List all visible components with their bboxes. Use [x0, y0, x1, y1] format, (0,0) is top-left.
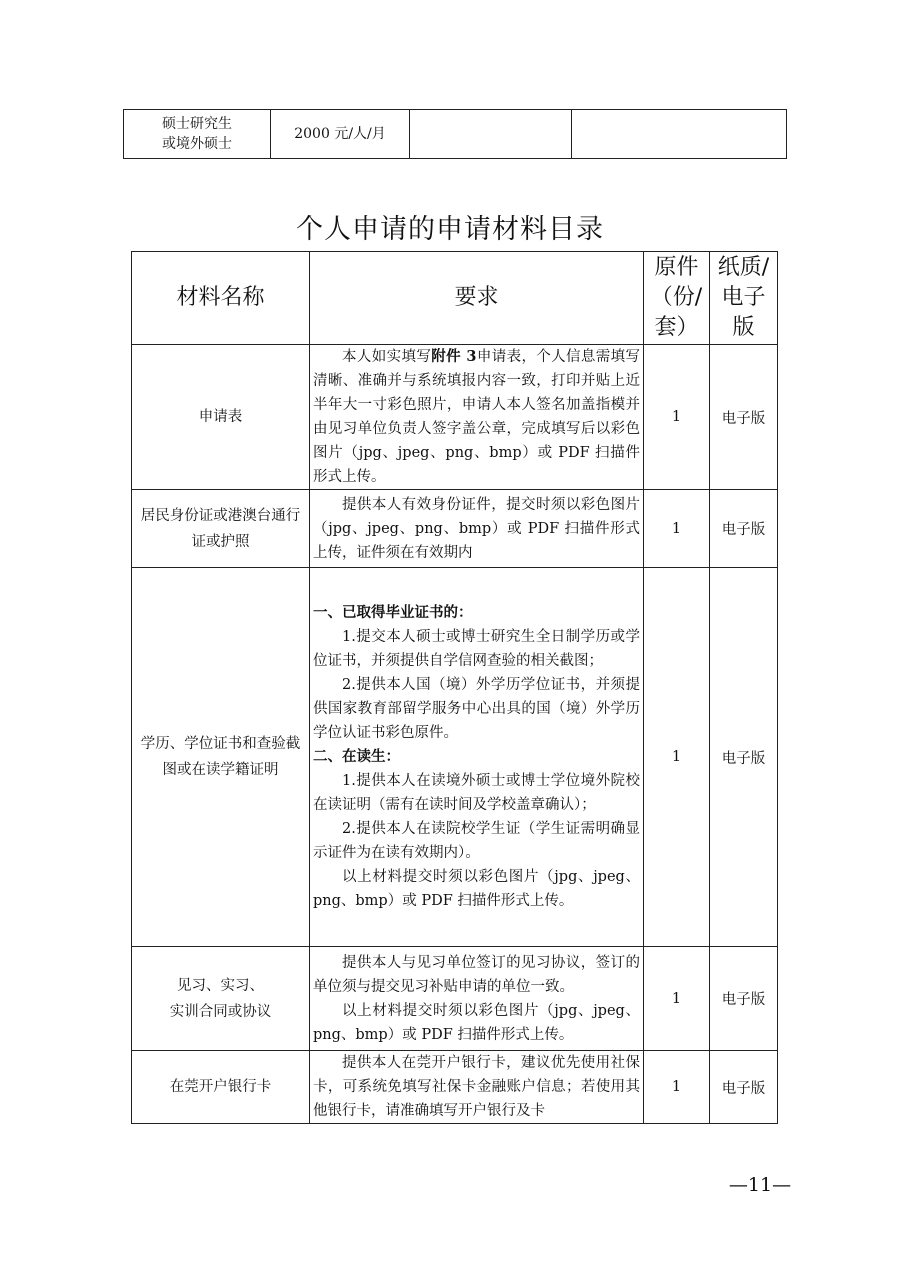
header-format: 纸质/电子版	[710, 252, 778, 345]
material-requirement	[310, 1051, 644, 1124]
material-requirement	[310, 947, 644, 1051]
submission-format: 电子版	[710, 568, 778, 947]
material-name: 在莞开户银行卡	[132, 1051, 310, 1124]
empty-cell	[572, 110, 787, 159]
material-name: 学历、学位证书和查验截图或在读学籍证明	[132, 568, 310, 947]
table-row	[132, 490, 778, 568]
header-row	[132, 252, 778, 345]
submission-format: 电子版	[710, 947, 778, 1051]
header-original-count: 原件（份/套）	[644, 252, 710, 345]
section-title: 一、已取得毕业证书的：	[313, 604, 473, 621]
submission-format: 电子版	[710, 490, 778, 568]
requirement-text: 提供本人与见习单位签订的见习协议，签订的单位须与提交见习补贴申请的单位一致。	[313, 954, 640, 995]
requirement-text: 以上材料提交时须以彩色图片（jpg、jpeg、png、bmp）或 PDF 扫描件形式上传。	[313, 869, 640, 909]
page-number: —11—	[728, 1174, 792, 1196]
header-material-name: 材料名称	[132, 252, 310, 345]
stipend-table	[123, 109, 787, 159]
section-title: 二、在读生：	[313, 748, 400, 765]
requirement-text: 提供本人在莞开户银行卡，建议优先使用社保卡，可系统免填写社保卡金融账户信息；若使用其他银行卡，请准确填写开户银行及卡	[313, 1055, 640, 1119]
empty-cell	[410, 110, 572, 159]
requirement-text: 1.提供本人在读境外硕士或博士学位境外院校在读证明（需有在读时间及学校盖章确认）；	[313, 773, 640, 813]
submission-format: 电子版	[710, 1051, 778, 1124]
table-row	[132, 345, 778, 490]
original-count: 1	[644, 345, 710, 490]
original-count: 1	[644, 490, 710, 568]
header-requirement: 要求	[310, 252, 644, 345]
table-row	[132, 1051, 778, 1124]
page-title: 个人申请的申请材料目录	[296, 214, 604, 245]
submission-format: 电子版	[710, 345, 778, 490]
stipend-amount-cell: 2000 元/人/月	[271, 110, 410, 159]
requirement-text: 以上材料提交时须以彩色图片（jpg、jpeg、png、bmp）或 PDF 扫描件形式上传。	[313, 1002, 640, 1043]
requirement-text: 1.提交本人硕士或博士研究生全日制学历或学位证书，并须提供自学信网查验的相关截图；	[313, 629, 640, 669]
material-name: 见习、实习、 实训合同或协议	[132, 947, 310, 1051]
material-requirement	[310, 568, 644, 947]
table-row	[132, 568, 778, 947]
original-count: 1	[644, 947, 710, 1051]
table-row	[132, 947, 778, 1051]
education-level-cell: 硕士研究生 或境外硕士	[124, 110, 271, 159]
material-requirement	[310, 345, 644, 490]
table-row	[124, 110, 787, 159]
material-requirement	[310, 490, 644, 568]
original-count: 1	[644, 1051, 710, 1124]
requirement-text: 提供本人有效身份证件，提交时须以彩色图片（jpg、jpeg、png、bmp）或 PDF 扫描件形式上传，证件须在有效期内	[313, 496, 640, 561]
attachment-ref: 附件 3	[431, 348, 477, 365]
original-count: 1	[644, 568, 710, 947]
requirement-text: 本人如实填写	[342, 349, 432, 365]
requirement-text: 2.提供本人国（境）外学历学位证书，并须提供国家教育部留学服务中心出具的国（境）外学历学位认证书彩色原件。	[313, 677, 640, 741]
material-name: 申请表	[132, 345, 310, 490]
requirement-text: 2.提供本人在读院校学生证（学生证需明确显示证件为在读有效期内）。	[313, 821, 640, 861]
material-name: 居民身份证或港澳台通行证或护照	[132, 490, 310, 568]
requirement-text: 申请表，个人信息需填写清晰、准确并与系统填报内容一致，打印并贴上近半年大一寸彩色照片，申请人本人签名加盖指模并由见习单位负责人签字盖公章，完成填写后以彩色图片（jpg、jpeg、png、bmp）或 PDF 扫描件形式上传。	[313, 349, 641, 485]
materials-table	[131, 251, 778, 1124]
